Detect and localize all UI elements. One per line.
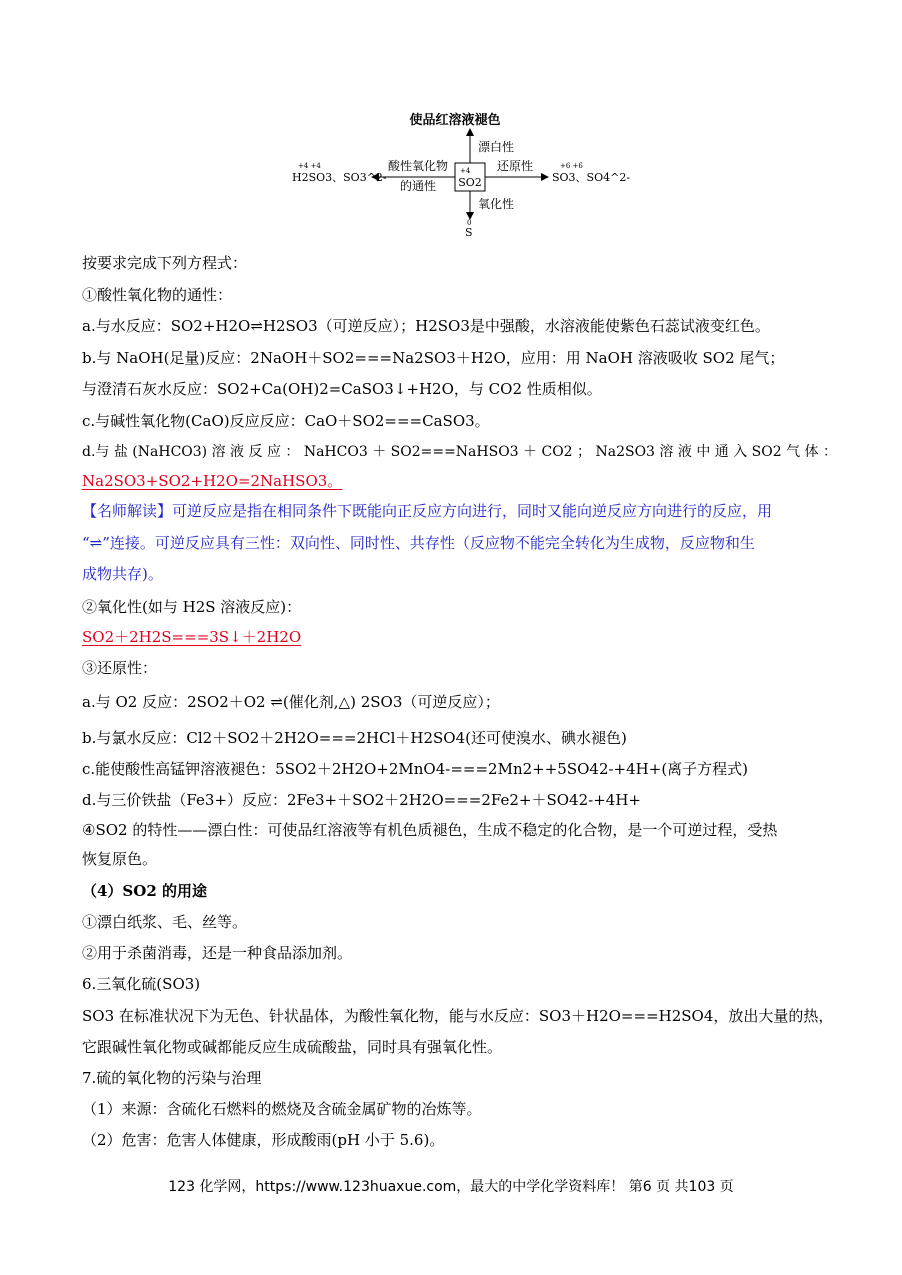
reduce-label: 还原性 — [496, 159, 534, 173]
text-line: ②氧化性(如与 H2S 溶液反应)： — [82, 598, 302, 616]
text-line: b.与氯水反应：Cl2＋SO2＋2H2O===2HCl＋H2SO4(还可使溴水、碘水褪色) — [82, 729, 627, 747]
text-line: d.与 盐 (NaHCO3) 溶 液 反 应 ： NaHCO3 ＋ SO2===NaHSO3 ＋ CO2 ； Na2SO3 溶 液 中 通 入 SO2 气 体 ： — [82, 444, 837, 460]
tip-line: 成物共存)。 — [82, 565, 163, 583]
text-line: a.与水反应：SO2+H2O⇌H2SO3（可逆反应）；H2SO3是中强酸，水溶液能使紫色石蕊试液变红色。 — [82, 317, 770, 335]
text-line: 恢复原色。 — [82, 850, 158, 868]
acid-label-1: 酸性氧化物 — [387, 159, 449, 173]
tip-line: 【名师解读】可逆反应是指在相同条件下既能向正反应方向进行，同时又能向逆反应方向进行的反应，用 — [82, 502, 773, 520]
section-heading: （4）SO2 的用途 — [82, 882, 207, 900]
right-products: SO3、SO4^2- — [552, 171, 630, 184]
text-line: c.与碱性氧化物(CaO)反应反应：CaO＋SO2===CaSO3。 — [82, 412, 490, 430]
text-line: ①漂白纸浆、毛、丝等。 — [82, 913, 248, 931]
center-formula: SO2 — [458, 176, 482, 189]
text-line: （2）危害：危害人体健康，形成酸雨(pH 小于 5.6)。 — [82, 1131, 445, 1149]
so2-properties-diagram — [280, 108, 630, 238]
text-line: c.能使酸性高锰钾溶液褪色：5SO2＋2H2O+2MnO4-===2Mn2++5SO42-+4H+(离子方程式) — [82, 760, 749, 778]
diagram-top-label: 使品红溶液褪色 — [409, 113, 501, 128]
text-line: ④SO2 的特性——漂白性：可使品红溶液等有机色质褪色，生成不稳定的化合物，是一个可逆过程，受热 — [82, 821, 778, 839]
bottom-product: S — [465, 226, 473, 238]
acid-label-2: 的通性 — [399, 179, 437, 193]
left-ox: +4 +4 — [298, 162, 321, 170]
text-line: 按要求完成下列方程式： — [82, 254, 248, 272]
text-line: ①酸性氧化物的通性： — [82, 286, 233, 304]
tip-line: “⇌”连接。可逆反应具有三性：双向性、同时性、共存性（反应物不能完全转化为生成物，反应物和生 — [82, 534, 755, 552]
text-line: a.与 O2 反应：2SO2＋O2 ⇌(催化剂,△) 2SO3（可逆反应）； — [82, 693, 500, 711]
text-line: （1）来源：含硫化石燃料的燃烧及含硫金属矿物的冶炼等。 — [82, 1100, 482, 1118]
equation-line: SO2＋2H2S===3S↓＋2H2O — [82, 628, 302, 646]
text-line: ②用于杀菌消毒，还是一种食品添加剂。 — [82, 944, 353, 962]
left-products: H2SO3、SO3^2- — [292, 171, 387, 184]
right-ox: +6 +6 — [560, 162, 583, 170]
text-line: d.与三价铁盐（Fe3+）反应：2Fe3+＋SO2＋2H2O===2Fe2+＋SO42-+4H+ — [82, 791, 641, 809]
text-line: SO3 在标准状况下为无色、针状晶体，为酸性氧化物，能与水反应：SO3＋H2O===H2SO4，放出大量的热， — [82, 1007, 834, 1025]
section-heading: 7.硫的氧化物的污染与治理 — [82, 1069, 262, 1087]
page-footer: 123 化学网，https://www.123huaxue.com，最大的中学化学资料库！ 第6 页 共103 页 — [168, 1179, 734, 1195]
section-heading: 6.三氧化硫(SO3) — [82, 975, 201, 993]
oxidize-label: 氧化性 — [478, 197, 515, 211]
center-ox: +4 — [460, 167, 471, 175]
bottom-ox: 0 — [467, 219, 472, 227]
text-line: 它跟碱性氧化物或碱都能反应生成硫酸盐，同时具有强氧化性。 — [82, 1038, 503, 1056]
diagram-bleach-label: 漂白性 — [478, 140, 515, 154]
text-line: b.与 NaOH(足量)反应：2NaOH＋SO2===Na2SO3＋H2O，应用：用 NaOH 溶液吸收 SO2 尾气； — [82, 349, 785, 367]
text-line: Na2SO3+SO2+H2O=2NaHSO3。 — [82, 472, 343, 490]
text-line: 与澄清石灰水反应：SO2+Ca(OH)2=CaSO3↓+H2O，与 CO2 性质相似。 — [82, 380, 602, 398]
text-line: ③还原性： — [82, 659, 158, 677]
